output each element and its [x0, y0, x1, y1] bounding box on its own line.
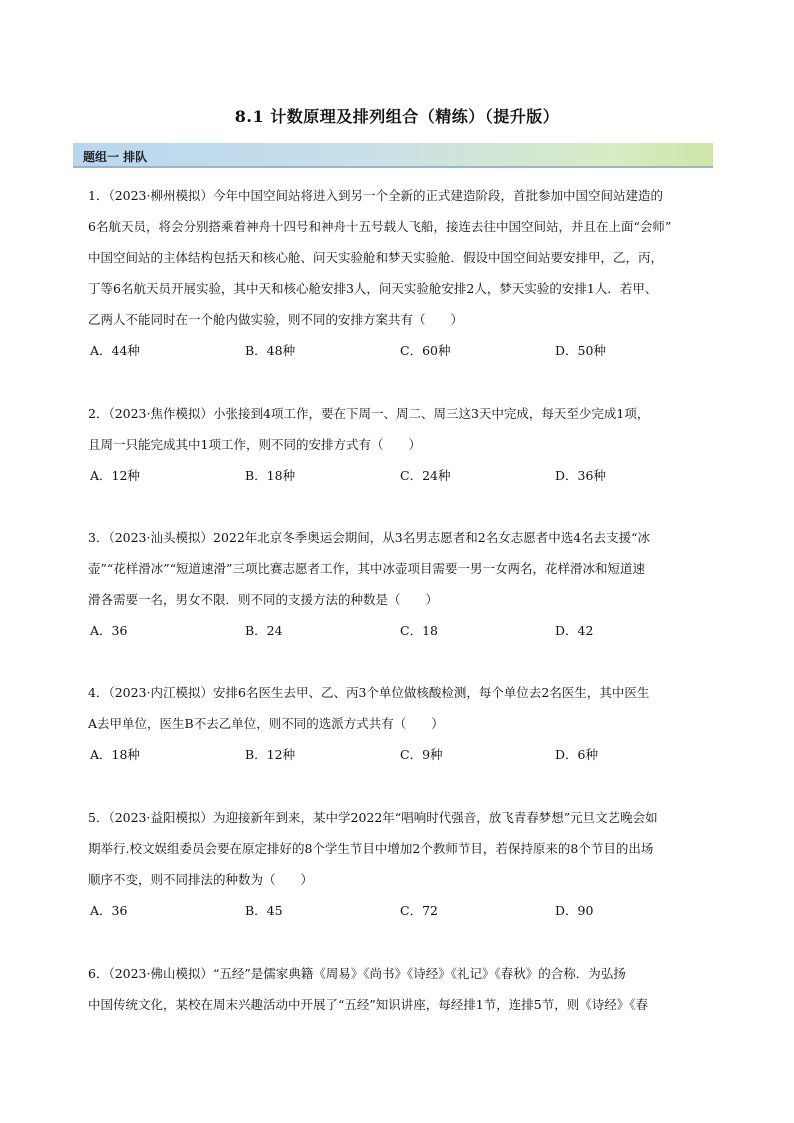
question-line: 且周一只能完成其中1项工作，则不同的安排方式有（ ） [88, 437, 421, 452]
option-a: A．36 [90, 903, 128, 918]
option-a: A．36 [90, 623, 128, 638]
option-a: A．18种 [90, 747, 140, 762]
option-d: D．36种 [555, 468, 606, 483]
option-c: C．72 [400, 903, 438, 918]
question-1 [88, 180, 722, 366]
option-c: C．9种 [400, 747, 443, 762]
option-c: C．60种 [400, 343, 451, 358]
question-5 [88, 802, 722, 926]
page-title: 8.1 计数原理及排列组合（精练）（提升版） [234, 107, 560, 126]
section-banner-label: 题组一 排队 [83, 150, 148, 164]
question-line: 2．（2023·焦作模拟）小张接到4项工作，要在下周一、周二、周三这3天中完成，每天至少完成1项， [88, 406, 650, 421]
option-b: B．24 [245, 623, 283, 638]
answer-options [88, 335, 722, 366]
question-line: 期举行.校文娱组委员会要在原定排好的8个学生节目中增加2个教师节目，若保持原来的8个节目的出场 [88, 841, 654, 856]
answer-options [88, 615, 722, 646]
answer-options [88, 739, 722, 770]
option-a: A．12种 [90, 468, 140, 483]
option-c: C．24种 [400, 468, 451, 483]
question-line: 1．（2023·柳州模拟）今年中国空间站将进入到另一个全新的正式建造阶段，首批参加中国空间站建造的 [88, 188, 663, 203]
question-line: 6名航天员，将会分别搭乘着神舟十四号和神舟十五号载人飞船，接连去往中国空间站，并且在上面“会师” [88, 219, 672, 234]
option-a: A．44种 [90, 343, 140, 358]
section-banner [73, 143, 713, 168]
option-d: D．90 [555, 903, 594, 918]
question-line: A去甲单位，医生B不去乙单位，则不同的选派方式共有（ ） [88, 716, 444, 731]
question-line: 5．（2023·益阳模拟）为迎接新年到来，某中学2022年“唱响时代强音，放飞青春梦想”元旦文艺晚会如 [88, 810, 658, 825]
answer-options [88, 895, 722, 926]
question-line: 壶”“花样滑冰”“短道速滑”三项比赛志愿者工作，其中冰壶项目需要一男一女两名，花样滑冰和短道速 [88, 561, 645, 576]
option-c: C．18 [400, 623, 438, 638]
question-line: 中国传统文化，某校在周末兴趣活动中开展了“五经”知识讲座，每经排1节，连排5节，则《诗经》《春 [88, 997, 648, 1012]
answer-options [88, 460, 722, 491]
question-4 [88, 677, 722, 770]
question-line: 4．（2023·内江模拟）安排6名医生去甲、乙、丙3个单位做核酸检测，每个单位去2名医生，其中医生 [88, 685, 650, 700]
question-line: 6．（2023·佛山模拟）“五经”是儒家典籍《周易》《尚书》《诗经》《礼记》《春秋》的合称．为弘扬 [88, 966, 626, 981]
question-3 [88, 522, 722, 646]
option-b: B．48种 [245, 343, 296, 358]
question-line: 顺序不变，则不同排法的种数为（ ） [88, 872, 314, 887]
question-line: 中国空间站的主体结构包括天和核心舱、问天实验舱和梦天实验舱．假设中国空间站要安排甲，乙，丙， [88, 250, 664, 265]
option-d: D．42 [555, 623, 594, 638]
option-b: B．18种 [245, 468, 296, 483]
question-line: 滑各需要一名，男女不限．则不同的支援方法的种数是（ ） [88, 592, 439, 607]
option-d: D．50种 [555, 343, 606, 358]
question-line: 乙两人不能同时在一个舱内做实验，则不同的安排方案共有（ ） [88, 312, 464, 327]
question-2 [88, 398, 722, 491]
option-b: B．12种 [245, 747, 296, 762]
option-b: B．45 [245, 903, 283, 918]
question-6 [88, 958, 722, 1020]
option-d: D．6种 [555, 747, 598, 762]
question-line: 丁等6名航天员开展实验，其中天和核心舱安排3人，问天实验舱安排2人，梦天实验的安排1人．若甲、 [88, 281, 658, 296]
question-line: 3．（2023·汕头模拟）2022年北京冬季奥运会期间，从3名男志愿者和2名女志愿者中选4名去支援“冰 [88, 530, 651, 545]
